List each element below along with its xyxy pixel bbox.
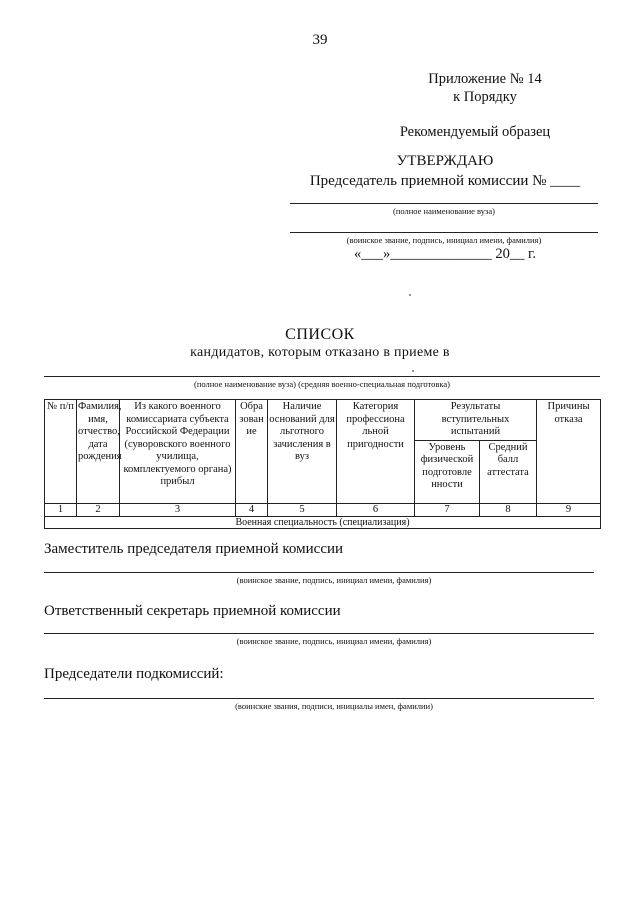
table-header-row-1 <box>45 400 601 441</box>
approval-date: «___»______________ 20__ г. <box>354 246 536 262</box>
recommended-sample-label: Рекомендуемый образец <box>399 124 551 140</box>
column-number: 7 <box>415 503 480 516</box>
scan-speck <box>412 370 414 372</box>
secretary-title: Ответственный секретарь приемной комиссии <box>44 603 341 619</box>
candidates-table <box>44 399 601 529</box>
secretary-signature-line <box>44 633 594 634</box>
column-number: 3 <box>120 503 236 516</box>
university-name-caption: (полное наименование вуза) <box>393 206 495 216</box>
subcommittee-chairs-title: Председатели подкомиссий: <box>44 666 224 682</box>
appendix-line-1: Приложение № 14 <box>428 71 542 87</box>
header-education: Обра зован ие <box>236 400 268 504</box>
deputy-chair-title: Заместитель председателя приемной комиссии <box>44 541 344 557</box>
header-refusal-reasons: Причины отказа <box>537 400 601 504</box>
chair-signature-caption: (воинское звание, подпись, инициал имени, фамилия) <box>346 235 542 245</box>
appendix-block <box>400 70 570 106</box>
list-university-line <box>44 376 600 377</box>
appendix-line-2: к Порядку <box>453 89 517 105</box>
deputy-signature-line <box>44 572 594 573</box>
page-number: 39 <box>312 32 328 48</box>
column-number: 5 <box>268 503 337 516</box>
list-title: СПИСОК <box>285 326 355 343</box>
university-name-line <box>290 203 598 204</box>
header-physical-level: Уровень физической подготовле нности <box>415 440 480 503</box>
header-average-score: Средний балл аттестата <box>480 440 537 503</box>
column-number: 9 <box>537 503 601 516</box>
header-exam-results: Результаты вступительных испытаний <box>415 400 537 441</box>
chair-signature-line <box>290 232 598 233</box>
list-university-caption: (полное наименование вуза) (средняя военно-специальная подготовка) <box>194 379 450 389</box>
column-number-row <box>45 503 601 516</box>
scan-speck <box>409 294 411 296</box>
header-origin: Из какого военного комиссариата субъекта Российской Федерации (суворовского военного училища, комплектуемого органа) прибыл <box>120 400 236 504</box>
header-number: № п/п <box>45 400 77 504</box>
column-number: 8 <box>480 503 537 516</box>
subcommittee-signature-line <box>44 698 594 699</box>
header-full-name: Фамилия, имя, отчество, дата рождения <box>77 400 120 504</box>
column-number: 1 <box>45 503 77 516</box>
approval-block <box>300 151 590 191</box>
header-privileges: Наличие оснований для льготного зачисления в вуз <box>268 400 337 504</box>
list-subtitle: кандидатов, которым отказано в приеме в <box>190 345 450 360</box>
specialty-label: Военная специальность (специализация) <box>45 516 601 528</box>
secretary-signature-caption: (воинское звание, подпись, инициал имени, фамилия) <box>236 636 432 646</box>
specialty-row <box>45 516 601 528</box>
column-number: 4 <box>236 503 268 516</box>
approve-heading: УТВЕРЖДАЮ <box>396 153 494 169</box>
subcommittee-signature-caption: (воинские звания, подписи, инициалы имен, фамилии) <box>235 701 433 711</box>
deputy-signature-caption: (воинское звание, подпись, инициал имени, фамилия) <box>236 575 432 585</box>
column-number: 6 <box>337 503 415 516</box>
column-number: 2 <box>77 503 120 516</box>
header-fitness-category: Категория профессиона льной пригодности <box>337 400 415 504</box>
approve-chair: Председатель приемной комиссии № ____ <box>309 173 581 189</box>
